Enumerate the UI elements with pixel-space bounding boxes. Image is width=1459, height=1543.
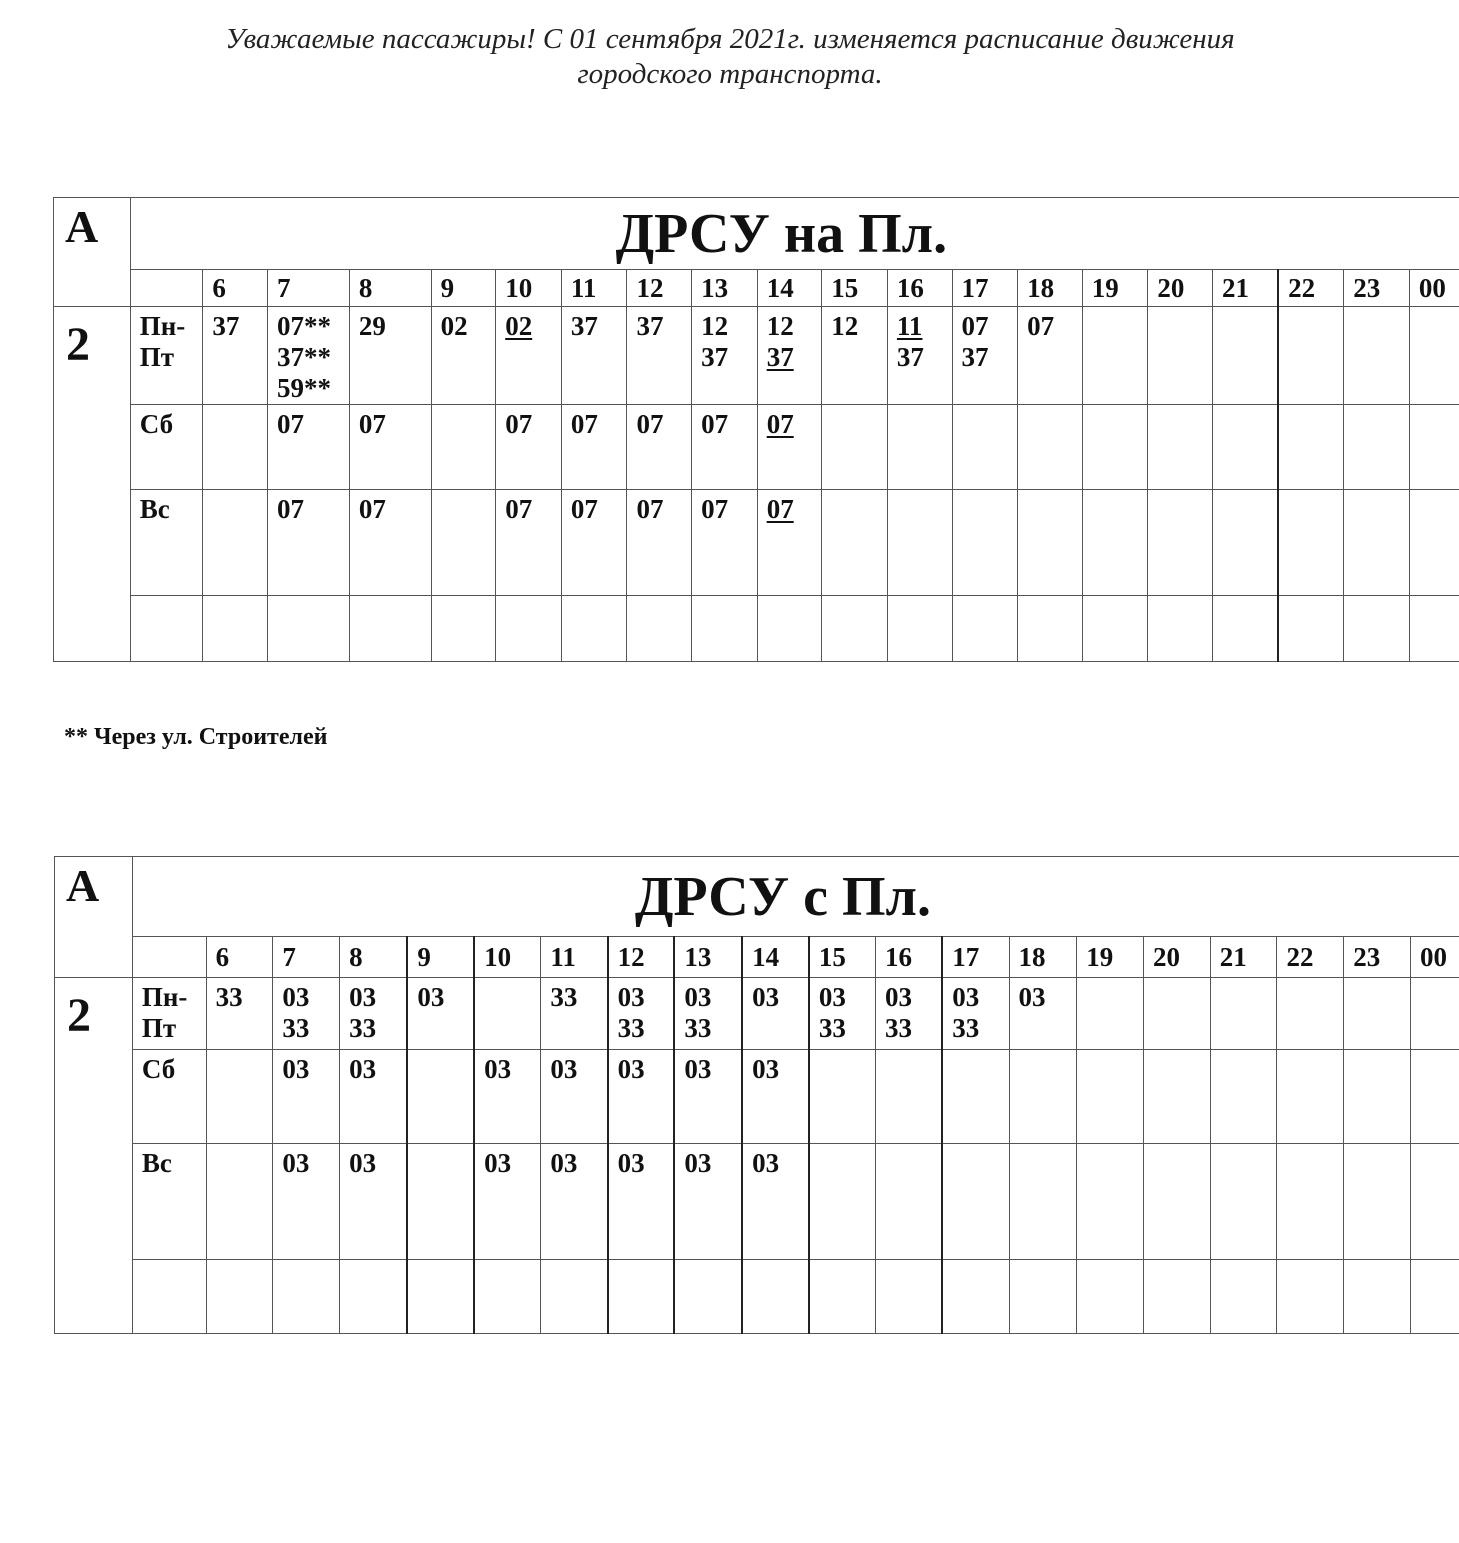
departure-cell	[876, 978, 943, 1050]
departure-minute: 03	[752, 982, 780, 1012]
hour-header: 20	[1148, 270, 1213, 307]
departure-cell	[952, 307, 1018, 405]
empty-cell	[674, 1260, 742, 1334]
notice-line-2: городского транспорта.	[577, 58, 883, 90]
departure-cell	[206, 1144, 273, 1260]
departure-cell	[349, 405, 431, 490]
hour-header: 23	[1344, 270, 1410, 307]
empty-cell	[757, 596, 822, 662]
departure-cell	[742, 978, 809, 1050]
departure-cell	[627, 307, 692, 405]
empty-cell	[203, 596, 268, 662]
departure-cell	[1082, 405, 1148, 490]
departure-cell	[674, 1144, 742, 1260]
hour-header: 10	[496, 270, 562, 307]
departure-cell	[876, 1050, 943, 1144]
departure-minute: 37	[701, 342, 729, 372]
empty-cell	[206, 1260, 273, 1334]
departure-minute: 03	[952, 982, 980, 1012]
departure-cell	[608, 978, 675, 1050]
departure-minute: 07	[570, 494, 598, 524]
departure-cell	[1082, 490, 1148, 596]
departure-minute: 03	[752, 1148, 780, 1178]
empty-day-cell	[130, 596, 203, 662]
hour-header: 00	[1410, 937, 1459, 978]
departure-minute: 03	[349, 982, 377, 1012]
empty-cell	[1009, 1260, 1077, 1334]
hour-header: 16	[887, 270, 952, 307]
departure-minute: 03	[282, 1054, 310, 1084]
departure-cell	[1148, 490, 1213, 596]
departure-cell	[1009, 1144, 1077, 1260]
timetable-from-square	[54, 856, 1459, 1334]
departure-cell	[1018, 490, 1083, 596]
departure-minute: 03	[1018, 982, 1046, 1012]
departure-cell	[541, 1050, 608, 1144]
bus-type-label: А	[54, 198, 131, 307]
departure-cell	[268, 405, 350, 490]
departure-minute: 03	[684, 1148, 712, 1178]
empty-cell	[1018, 596, 1083, 662]
departure-cell	[1077, 1050, 1144, 1144]
day-type-label: Пн-Пт	[132, 978, 206, 1050]
departure-cell	[942, 1050, 1009, 1144]
departure-cell	[1213, 405, 1279, 490]
route-number: 2	[55, 978, 133, 1334]
empty-cell	[742, 1260, 809, 1334]
departure-minute: 03	[349, 1148, 377, 1178]
empty-cell	[340, 1260, 408, 1334]
hour-header: 13	[692, 270, 758, 307]
departure-cell	[1144, 978, 1211, 1050]
empty-cell	[273, 1260, 340, 1334]
timetable-title: ДРСУ на Пл.	[130, 198, 1459, 270]
departure-minute: 33	[349, 1013, 377, 1043]
empty-cell	[809, 1260, 876, 1334]
departure-cell	[822, 490, 888, 596]
empty-cell	[1278, 596, 1344, 662]
day-type-label: Сб	[132, 1050, 206, 1144]
empty-cell	[561, 596, 627, 662]
departure-cell	[809, 1050, 876, 1144]
departure-minute: 03	[752, 1054, 780, 1084]
departure-cell	[1409, 307, 1459, 405]
departure-cell	[407, 978, 474, 1050]
departure-minute: 11	[896, 311, 923, 341]
departure-cell	[942, 978, 1009, 1050]
departure-cell	[273, 1050, 340, 1144]
departure-cell	[822, 405, 888, 490]
departure-minute: 12	[831, 311, 859, 341]
departure-minute: 59**	[277, 373, 332, 403]
hour-header: 9	[431, 270, 496, 307]
departure-cell	[1148, 307, 1213, 405]
empty-cell	[496, 596, 562, 662]
departure-cell	[1018, 307, 1083, 405]
departure-minute: 33	[885, 1013, 913, 1043]
header-blank-cell	[130, 270, 203, 307]
departure-minute: 07	[277, 494, 305, 524]
departure-cell	[627, 405, 692, 490]
departure-cell	[608, 1050, 675, 1144]
departure-cell	[757, 307, 822, 405]
empty-cell	[1210, 1260, 1277, 1334]
route-number: 2	[54, 307, 131, 662]
departure-cell	[273, 978, 340, 1050]
departure-minute: 07	[766, 409, 794, 439]
departure-cell	[1144, 1144, 1211, 1260]
hour-header: 15	[822, 270, 888, 307]
departure-minute: 07	[636, 494, 664, 524]
departure-cell	[1210, 1050, 1277, 1144]
departure-cell	[431, 490, 496, 596]
departure-cell	[407, 1050, 474, 1144]
departure-minute: 37	[896, 342, 924, 372]
empty-cell	[876, 1260, 943, 1334]
departure-minute: 37**	[277, 342, 332, 372]
hour-header: 21	[1210, 937, 1277, 978]
empty-cell	[1213, 596, 1279, 662]
departure-cell	[474, 978, 541, 1050]
departure-cell	[1410, 1144, 1459, 1260]
departure-minute: 12	[766, 311, 794, 341]
departure-cell	[1009, 978, 1077, 1050]
departure-minute: 07	[636, 409, 664, 439]
departure-cell	[431, 307, 496, 405]
departure-minute: 03	[550, 1148, 578, 1178]
departure-cell	[1277, 1144, 1344, 1260]
departure-cell	[1344, 1144, 1411, 1260]
departure-minute: 03	[349, 1054, 377, 1084]
departure-cell	[340, 1144, 408, 1260]
departure-cell	[1082, 307, 1148, 405]
departure-cell	[1410, 1050, 1459, 1144]
departure-cell	[876, 1144, 943, 1260]
day-type-label: Сб	[130, 405, 203, 490]
empty-cell	[541, 1260, 608, 1334]
departure-minute: 07	[766, 494, 794, 524]
departure-cell	[541, 978, 608, 1050]
departure-minute: 07	[277, 409, 305, 439]
departure-cell	[1213, 307, 1279, 405]
hour-header: 11	[561, 270, 627, 307]
departure-cell	[561, 405, 627, 490]
departure-minute: 33	[617, 1013, 645, 1043]
departure-minute: 03	[282, 1148, 310, 1178]
hour-header: 6	[203, 270, 268, 307]
hour-header: 18	[1018, 270, 1083, 307]
departure-cell	[809, 978, 876, 1050]
departure-minute: 07	[1027, 311, 1055, 341]
hour-header: 18	[1009, 937, 1077, 978]
empty-cell	[1082, 596, 1148, 662]
hour-header: 13	[674, 937, 742, 978]
hour-header: 16	[876, 937, 943, 978]
departure-minute: 07	[505, 494, 533, 524]
empty-day-cell	[132, 1260, 206, 1334]
departure-cell	[1409, 405, 1459, 490]
empty-cell	[887, 596, 952, 662]
hour-header: 15	[809, 937, 876, 978]
hour-header: 6	[206, 937, 273, 978]
departure-minute: 07	[701, 409, 729, 439]
departure-minute: 07	[358, 409, 386, 439]
empty-cell	[431, 596, 496, 662]
departure-minute: 37	[570, 311, 598, 341]
departure-cell	[952, 405, 1018, 490]
hour-header: 19	[1082, 270, 1148, 307]
departure-minute: 33	[550, 982, 578, 1012]
hour-header: 8	[349, 270, 431, 307]
departure-cell	[496, 307, 562, 405]
departure-minute: 03	[417, 982, 445, 1012]
hour-header: 7	[268, 270, 350, 307]
departure-cell	[349, 490, 431, 596]
hour-header: 19	[1077, 937, 1144, 978]
departure-cell	[203, 490, 268, 596]
departure-cell	[1344, 978, 1411, 1050]
departure-cell	[407, 1144, 474, 1260]
departure-cell	[474, 1050, 541, 1144]
departure-cell	[692, 405, 758, 490]
departure-cell	[1344, 490, 1410, 596]
hour-header: 10	[474, 937, 541, 978]
departure-cell	[496, 490, 562, 596]
departure-cell	[809, 1144, 876, 1260]
departure-minute: 37	[961, 342, 989, 372]
hour-header: 12	[608, 937, 675, 978]
departure-cell	[273, 1144, 340, 1260]
hour-header: 22	[1277, 937, 1344, 978]
hour-header: 9	[407, 937, 474, 978]
departure-cell	[1009, 1050, 1077, 1144]
departure-minute: 03	[282, 982, 310, 1012]
empty-cell	[1409, 596, 1459, 662]
departure-cell	[474, 1144, 541, 1260]
departure-minute: 03	[684, 982, 712, 1012]
departure-cell	[340, 1050, 408, 1144]
header-blank-cell	[132, 937, 206, 978]
hour-header: 11	[541, 937, 608, 978]
departure-cell	[206, 1050, 273, 1144]
departure-cell	[203, 307, 268, 405]
hour-header: 14	[742, 937, 809, 978]
hour-header: 00	[1409, 270, 1459, 307]
departure-cell	[561, 490, 627, 596]
empty-cell	[692, 596, 758, 662]
departure-cell	[692, 490, 758, 596]
departure-cell	[757, 405, 822, 490]
departure-minute: 03	[684, 1054, 712, 1084]
departure-minute: 07	[961, 311, 989, 341]
hour-header: 17	[942, 937, 1009, 978]
departure-cell	[1344, 1050, 1411, 1144]
departure-minute: 33	[215, 982, 243, 1012]
departure-cell	[1344, 307, 1410, 405]
departure-minute: 03	[617, 982, 645, 1012]
departure-cell	[822, 307, 888, 405]
empty-cell	[627, 596, 692, 662]
departure-cell	[206, 978, 273, 1050]
departure-cell	[674, 1050, 742, 1144]
departure-cell	[340, 978, 408, 1050]
empty-cell	[952, 596, 1018, 662]
departure-minute: 37	[212, 311, 240, 341]
departure-cell	[1409, 490, 1459, 596]
empty-cell	[1344, 1260, 1411, 1334]
departure-minute: 37	[766, 342, 794, 372]
departure-cell	[1210, 978, 1277, 1050]
departure-cell	[268, 307, 350, 405]
day-type-label: Вс	[130, 490, 203, 596]
departure-cell	[1144, 1050, 1211, 1144]
departure-cell	[1278, 405, 1344, 490]
departure-cell	[431, 405, 496, 490]
departure-cell	[887, 307, 952, 405]
empty-cell	[942, 1260, 1009, 1334]
hour-header: 14	[757, 270, 822, 307]
departure-cell	[1210, 1144, 1277, 1260]
timetable-title: ДРСУ с Пл.	[132, 857, 1459, 937]
departure-cell	[1278, 490, 1344, 596]
hour-header: 8	[340, 937, 408, 978]
empty-cell	[1410, 1260, 1459, 1334]
empty-cell	[349, 596, 431, 662]
departure-minute: 07	[358, 494, 386, 524]
departure-minute: 03	[617, 1054, 645, 1084]
departure-minute: 33	[818, 1013, 846, 1043]
hour-header: 7	[273, 937, 340, 978]
hour-header: 20	[1144, 937, 1211, 978]
bus-type-label: А	[55, 857, 133, 978]
departure-cell	[1018, 405, 1083, 490]
departure-minute: 07	[505, 409, 533, 439]
departure-cell	[203, 405, 268, 490]
notice-line-1: Уважаемые пассажиры! С 01 сентября 2021г. изменяется расписание движения	[225, 23, 1235, 55]
departure-minute: 03	[484, 1054, 512, 1084]
departure-cell	[1277, 978, 1344, 1050]
departure-minute: 29	[358, 311, 386, 341]
departure-cell	[757, 490, 822, 596]
empty-cell	[822, 596, 888, 662]
departure-cell	[608, 1144, 675, 1260]
departure-cell	[1277, 1050, 1344, 1144]
hour-header: 23	[1344, 937, 1411, 978]
departure-cell	[1410, 978, 1459, 1050]
departure-minute: 07**	[277, 311, 332, 341]
departure-cell	[1344, 405, 1410, 490]
empty-cell	[1144, 1260, 1211, 1334]
departure-minute: 03	[617, 1148, 645, 1178]
empty-cell	[1277, 1260, 1344, 1334]
timetable-to-square	[53, 197, 1459, 662]
departure-cell	[742, 1144, 809, 1260]
hour-header: 12	[627, 270, 692, 307]
empty-cell	[1344, 596, 1410, 662]
departure-cell	[952, 490, 1018, 596]
departure-cell	[349, 307, 431, 405]
departure-cell	[887, 405, 952, 490]
schedule-change-notice	[60, 22, 1400, 92]
departure-minute: 03	[550, 1054, 578, 1084]
hour-header: 17	[952, 270, 1018, 307]
departure-cell	[496, 405, 562, 490]
footnote: ** Через ул. Строителей	[64, 724, 328, 750]
departure-minute: 12	[701, 311, 729, 341]
departure-minute: 33	[684, 1013, 712, 1043]
departure-minute: 33	[952, 1013, 980, 1043]
departure-cell	[627, 490, 692, 596]
departure-minute: 03	[818, 982, 846, 1012]
departure-cell	[541, 1144, 608, 1260]
hour-header: 21	[1213, 270, 1279, 307]
departure-minute: 02	[505, 311, 533, 341]
departure-cell	[887, 490, 952, 596]
departure-cell	[561, 307, 627, 405]
departure-cell	[268, 490, 350, 596]
departure-cell	[692, 307, 758, 405]
departure-minute: 37	[636, 311, 664, 341]
departure-cell	[1278, 307, 1344, 405]
departure-cell	[1148, 405, 1213, 490]
empty-cell	[268, 596, 350, 662]
departure-minute: 03	[484, 1148, 512, 1178]
departure-cell	[1213, 490, 1279, 596]
hour-header: 22	[1278, 270, 1344, 307]
departure-cell	[1077, 1144, 1144, 1260]
departure-minute: 07	[701, 494, 729, 524]
departure-cell	[942, 1144, 1009, 1260]
empty-cell	[608, 1260, 675, 1334]
departure-minute: 02	[440, 311, 468, 341]
empty-cell	[407, 1260, 474, 1334]
departure-cell	[1077, 978, 1144, 1050]
empty-cell	[1077, 1260, 1144, 1334]
departure-cell	[674, 978, 742, 1050]
day-type-label: Вс	[132, 1144, 206, 1260]
departure-minute: 07	[570, 409, 598, 439]
empty-cell	[474, 1260, 541, 1334]
departure-cell	[742, 1050, 809, 1144]
departure-minute: 33	[282, 1013, 310, 1043]
empty-cell	[1148, 596, 1213, 662]
day-type-label: Пн-Пт	[130, 307, 203, 405]
departure-minute: 03	[885, 982, 913, 1012]
